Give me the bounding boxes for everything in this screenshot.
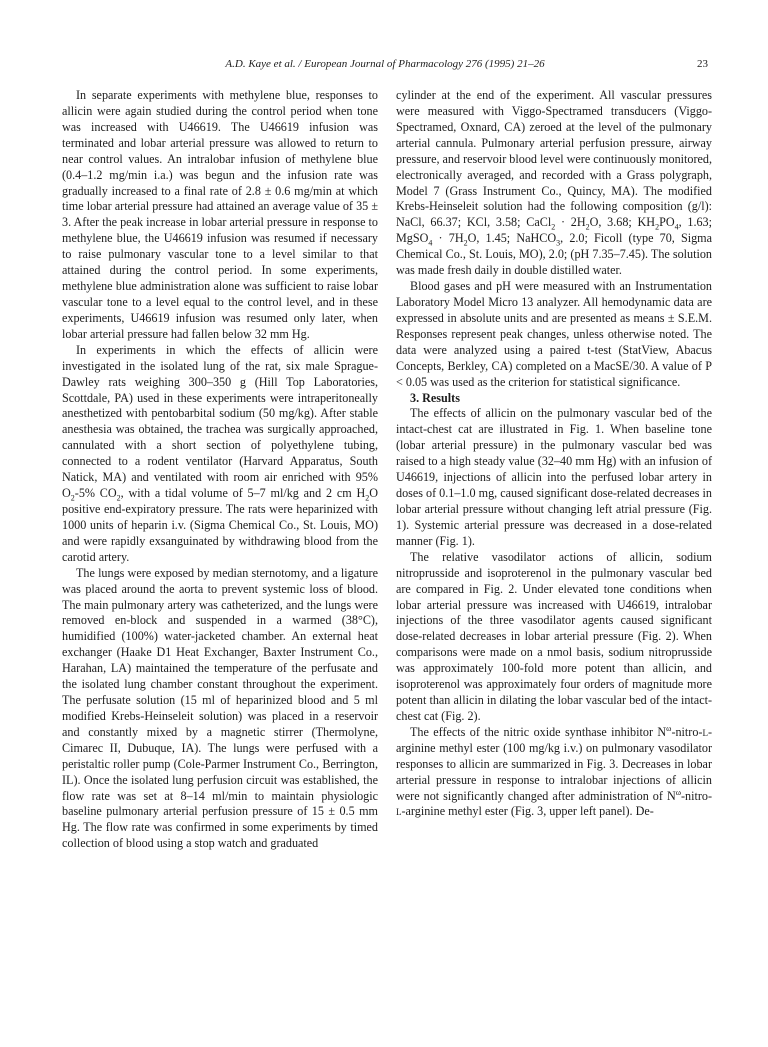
results-paragraph-3: The effects of the nitric oxide synthase inhibitor $N^\omega-nitro-l$-arginine methyl ester (100 mg/kg i.v.) on pulmonary vasodilator responses to allicin are summarized in Fig. 3. Decreases in lobar arterial pressure in response to intralobar injections of allicin were not significantly changed after administration of $N^\omega-nitro-l$-arginine methyl ester (Fig. 3, upper left panel). De- <box>396 723 712 819</box>
running-head: A.D. Kaye et al. / European Journal of Pharmacology 276 (1995) 21–26 <box>225 58 545 70</box>
rat-lung-paragraph: In experiments in which the effects of allicin were investigated in the isolated lung of the rat, six male Sprague-Dawley rats weighing 300–350 g (Hill Top Laboratories, Scottdale, PA) used in these experiments were intraperitoneally anesthetized with pentobarbital sodium (50 mg/kg). After stable anesthesia was obtained, the trachea was surgically approached, cannulated with a short section of polyethylene tubing, connected to a rodent ventilator (Harvard Apparatus, South Natick, MA) and ventilated with room air enriched with 95% $O_2-5\%$ $CO_2$, with a tidal volume of 5–7 ml/kg and 2 cm $H_2O$ positive end-expiratory pressure. The rats were heparinized with 1000 units of heparin i.v. (Sigma Chemical Co., St. Louis, MO) and were rapidly exsanguinated by withdrawing blood from the carotid artery. <box>62 342 378 564</box>
results-paragraph-1: The effects of allicin on the pulmonary vascular bed of the intact-chest cat are illustrated in Fig. 1. When baseline tone (lobar arterial pressure) in the pulmonary vascular bed was raised to a high steady value (32–40 mm Hg) with an infusion of U46619, injections of allicin into the perfused lobar artery in doses of 0.1–1.0 mg, caused significant dose-related decreases in lobar arterial pressure without changing left atrial pressure (Fig. 1). Systemic arterial pressure was decreased in a dose-related manner (Fig. 1). <box>396 406 712 548</box>
results-paragraph-2: The relative vasodilator actions of allicin, sodium nitroprusside and isoproterenol in the pulmonary vascular bed are compared in Fig. 2. Under elevated tone conditions when lobar arterial pressure was increased with U46619, intralobar injections of the three vasodilator agents caused significant dose-related decreases in lobar arterial pressure (Fig. 2). When comparisons were made on a nmol basis, sodium nitroprusside was approximately 100-fold more potent than allicin, and isoproterenol was approximately four orders of magnitude more potent than allicin in dilating the lobar vascular bed of the intact-chest cat (Fig. 2). <box>396 549 712 723</box>
statistics-paragraph: Blood gases and pH were measured with an Instrumentation Laboratory Model Micro 13 analyzer. All hemodynamic data are expressed in absolute units and are presented as means ± S.E.M. Responses represent peak changes, unless otherwise noted. The data were analyzed using a paired t-test (StatView, Abacus Concepts, Berkley, CA) completed on a MacSE/30. A value of P < 0.05 was used as the criterion for statistical significance. <box>396 279 712 389</box>
results-heading: 3. Results <box>410 390 460 405</box>
perfusion-paragraph: The lungs were exposed by median sternotomy, and a ligature was placed around the aorta to prevent systemic loss of blood. The main pulmonary artery was catheterized, and the lungs were removed en-block and suspended in a warmed (38°C), humidified (100%) water-jacketed chamber. An external heat exchanger (Haake D1 Heat Exchanger, Baxter Instrument Co., Harahan, LA) maintained the temperature of the perfusate and the isolated lung chamber constant throughout the experiment. The perfusate solution (15 ml of heparinized blood and 5 ml modified Krebs-Heinseleit solution) was placed in a reservoir and constantly mixed by a magnetic stirrer (Thermolyne, Cimarec II, Dubuque, IA). The lungs were perfused with a peristaltic roller pump (Cole-Parmer Instrument Co., Berrington, IL). Once the isolated lung perfusion circuit was established, the flow rate was set at 8–14 ml/min to maintain physiologic baseline pulmonary arterial perfusion pressure of 15 ± 0.5 mm Hg. The flow rate was confirmed in some experiments by timed collection of blood using a stop watch and graduated <box>62 565 378 851</box>
left-column <box>62 88 378 852</box>
methylene-blue-paragraph: In separate experiments with methylene blue, responses to allicin were again studied during the control period when tone was increased with U46619. The U46619 infusion was terminated and lobar arterial pressure was allowed to return to near control values. An intralobar infusion of methylene blue (0.4–1.2 mg/min i.a.) was begun and the infusion rate was gradually increased to a final rate of 2.8 ± 0.6 mg/min at which time lobar arterial pressure had attained an average value of 35 ± 3. After the peak increase in lobar arterial pressure in response to methylene blue, the U46619 infusion was resumed if necessary to raise pulmonary vascular tone to a level similar to that attained during the control period. In some experiments, methylene blue administration alone was sufficient to raise lobar vascular tone to a level equal to the control level, and in these experiments, U46619 infusion was resumed only later, when lobar arterial pressure had fallen below 32 mm Hg. <box>62 88 378 341</box>
right-column <box>396 88 712 820</box>
measurement-paragraph: cylinder at the end of the experiment. All vascular pressures were measured with Viggo-Spectramed transducers (Viggo-Spectramed, Oxnard, CA) zeroed at the level of the pulmonary arterial cannula. Pulmonary arterial perfusion pressure, airway pressure, and reservoir blood level were continuously monitored, electronically averaged, and recorded with a Grass polygraph, Model 7 (Grass Instrument Co., Quincy, MA). The modified Krebs-Heinseleit solution had the following composition (g/l): NaCl, 66.37; KCl, 3.58; CaCl$_2$ · $2H_2O$, 3.68; $KH_2PO_4$, 1.63; MgSO$_4$ · $7H_2O$, 1.45; NaHCO$_3$, 2.0; Ficoll (type 70, Sigma Chemical Co., St. Louis, MO), 2.0; (pH 7.35–7.45). The solution was made fresh daily in double distilled water. <box>396 88 712 278</box>
page-number: 23 <box>697 58 708 70</box>
